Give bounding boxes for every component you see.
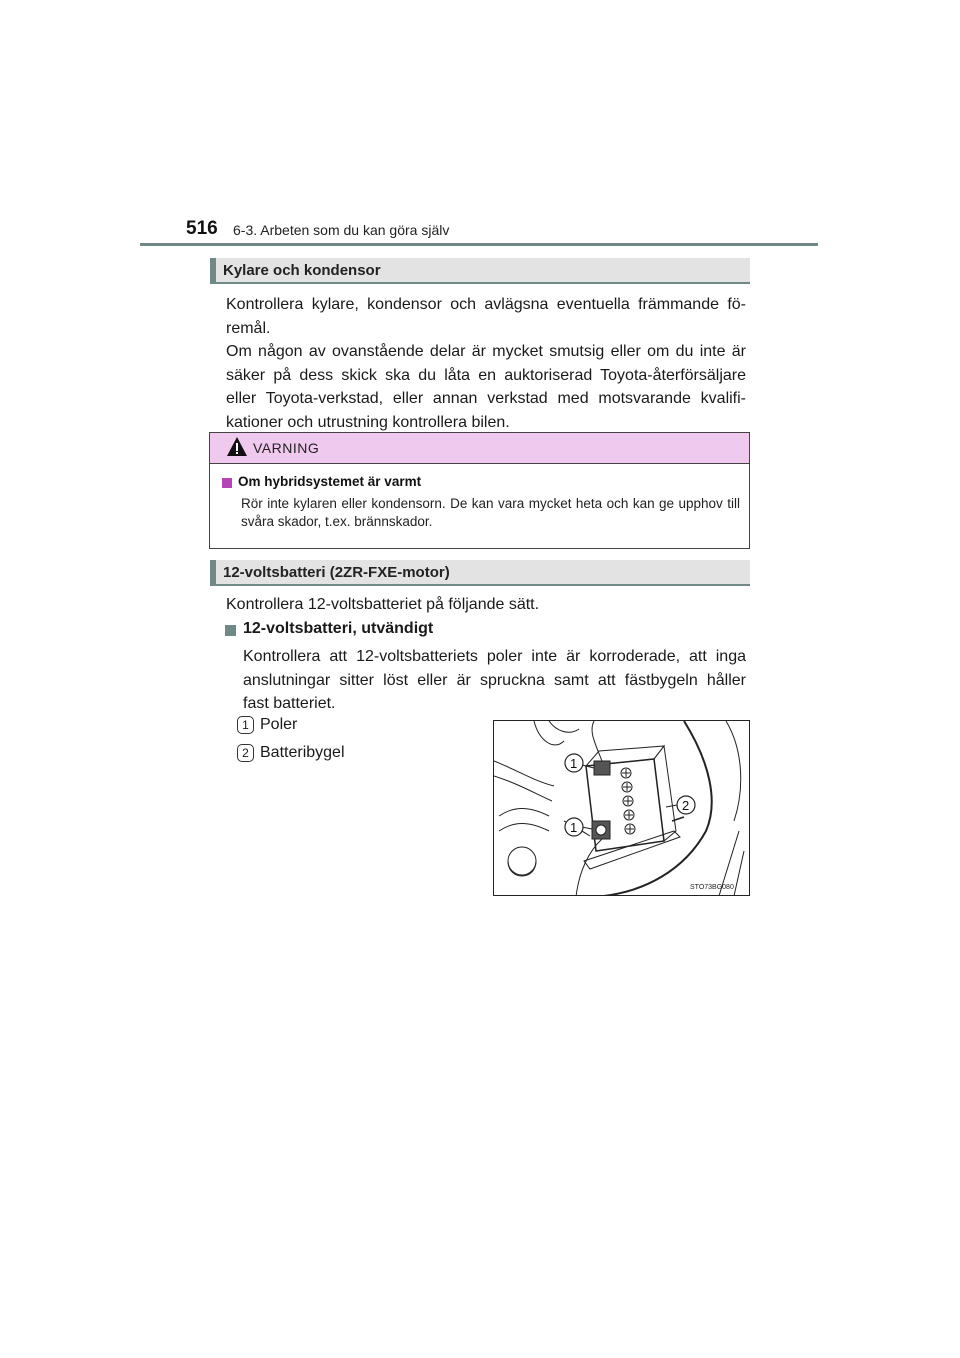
battery-paragraph: [243, 645, 746, 716]
section-title: Kylare och kondensor: [223, 262, 381, 279]
warning-text: Rör inte kylaren eller kondensorn. De kan vara mycket heta och kan ge upphov till svåra skador, t.ex. brännskador.: [241, 496, 740, 529]
warning-box: [209, 432, 750, 549]
paragraph-line: eller Toyota-verkstad, eller annan verkstad med motsvarande kvalifi-: [226, 390, 746, 407]
page-number: 516: [186, 218, 218, 239]
heading-bar: [210, 258, 216, 282]
item-label-bracket: Batteribygel: [260, 744, 345, 761]
section-title: 12-voltsbatteri (2ZR-FXE-motor): [223, 564, 450, 581]
battery-illustration: [494, 721, 750, 896]
item-label-poles: Poler: [260, 716, 298, 733]
figure-callout: 1: [570, 820, 578, 835]
radiator-paragraph: [226, 293, 746, 434]
paragraph-line: fast batteriet.: [243, 695, 336, 712]
battery-intro: Kontrollera 12-voltsbatteriet på följande sätt.: [226, 596, 540, 613]
running-title: 6-3. Arbeten som du kan göra själv: [233, 222, 450, 238]
section-heading-radiator: [210, 258, 750, 284]
heading-bar: [210, 560, 216, 584]
warning-triangle-icon: [226, 436, 248, 458]
warning-bullet-square: [222, 478, 232, 488]
paragraph-line: Om någon av ovanstående delar är mycket smutsig eller om du inte är: [226, 343, 746, 360]
paragraph-line: Kontrollera kylare, kondensor och avlägsna eventuella främmande fö-: [226, 296, 746, 313]
header-rule: [140, 243, 818, 246]
paragraph-line: remål.: [226, 319, 271, 337]
paragraph-line: anslutningar sitter löst eller är spruckna samt att fästbygeln håller: [243, 671, 746, 689]
subheading-square: [225, 625, 236, 636]
figure-callout: 1: [570, 756, 578, 771]
section-heading-battery: [210, 560, 750, 586]
battery-subheading: 12-voltsbatteri, utvändigt: [243, 620, 434, 637]
warning-label: VARNING: [253, 440, 320, 456]
figure-code: STO73BG080: [690, 884, 734, 891]
paragraph-line: Kontrollera att 12-voltsbatteriets poler inte är korroderade, att inga: [243, 648, 746, 665]
figure-callout: 2: [682, 798, 690, 813]
paragraph-line: säker på dess skick ska du låta en auktoriserad Toyota-återförsäljare: [226, 366, 746, 384]
item-number-badge: 1: [237, 716, 254, 734]
warning-header: [210, 433, 749, 464]
paragraph-line: kationer och utrustning kontrollera bilen.: [226, 413, 510, 431]
warning-title: Om hybridsystemet är varmt: [238, 474, 422, 489]
item-number-badge: 2: [237, 744, 254, 762]
battery-figure: [493, 720, 750, 896]
